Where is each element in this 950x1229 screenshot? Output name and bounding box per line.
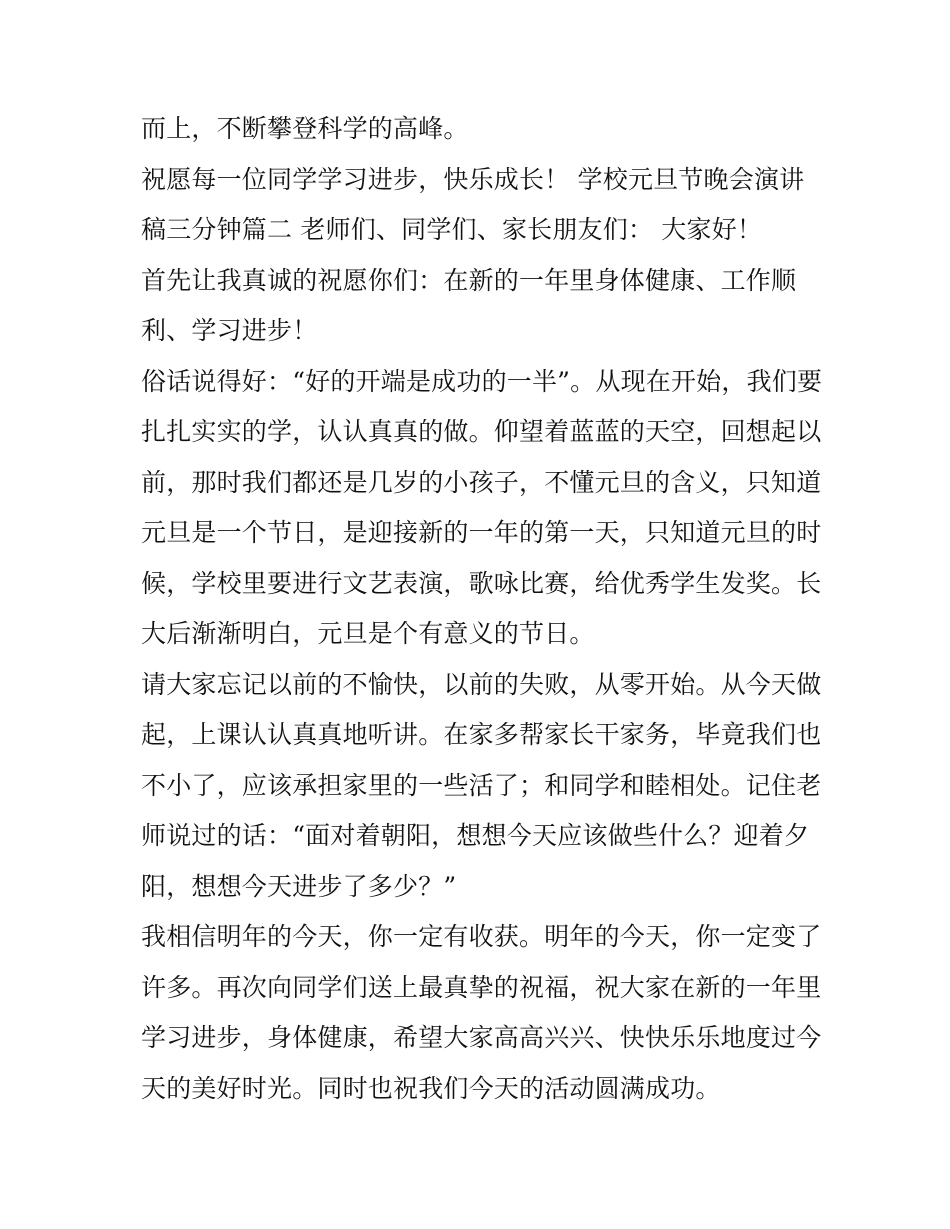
text-line: 稿三分钟篇二 老师们、同学们、家长朋友们： 大家好！ [141, 215, 763, 244]
text-line: 许多。再次向同学们送上最真挚的祝福，祝大家在新的一年里 [141, 972, 822, 1002]
text-line: 我相信明年的今天，你一定有收获。明年的今天，你一定变了 [141, 922, 822, 951]
text-line: 请大家忘记以前的不愉快，以前的失败，从零开始。从今天做 [141, 669, 822, 699]
text-line: 阳，想想今天进步了多少？” [141, 871, 457, 901]
text-line: 天的美好时光。同时也祝我们今天的活动圆满成功。 [141, 1073, 721, 1103]
text-line: 而上，不断攀登科学的高峰。 [141, 114, 469, 143]
text-line: 师说过的话：“面对着朝阳，想想今天应该做些什么？迎着夕 [141, 821, 810, 850]
text-line: 不小了，应该承担家里的一些活了；和同学和睦相处。记住老 [141, 770, 822, 800]
text-line: 祝愿每一位同学学习进步，快乐成长！ 学校元旦节晚会演讲 [141, 164, 805, 194]
text-line: 大后渐渐明白，元旦是个有意义的节日。 [141, 619, 595, 648]
document-body [141, 104, 821, 1114]
text-line: 起，上课认认真真地听讲。在家多帮家长干家务，毕竟我们也 [141, 720, 822, 749]
text-line: 前，那时我们都还是几岁的小孩子，不懂元旦的含义，只知道 [141, 467, 822, 497]
text-line: 利、学习进步！ [141, 316, 318, 345]
text-line: 扎扎实实的学，认认真真的做。仰望着蓝蓝的天空，回想起以 [141, 417, 822, 446]
text-line: 首先让我真诚的祝愿你们：在新的一年里身体健康、工作顺 [141, 265, 797, 295]
text-line: 俗话说得好：“好的开端是成功的一半”。从现在开始，我们要 [141, 366, 823, 396]
text-line: 元旦是一个节日，是迎接新的一年的第一天，只知道元旦的时 [141, 518, 822, 547]
text-line: 候，学校里要进行文艺表演，歌咏比赛，给优秀学生发奖。长 [141, 568, 822, 598]
text-line: 学习进步，身体健康，希望大家高高兴兴、快快乐乐地度过今 [141, 1023, 822, 1052]
